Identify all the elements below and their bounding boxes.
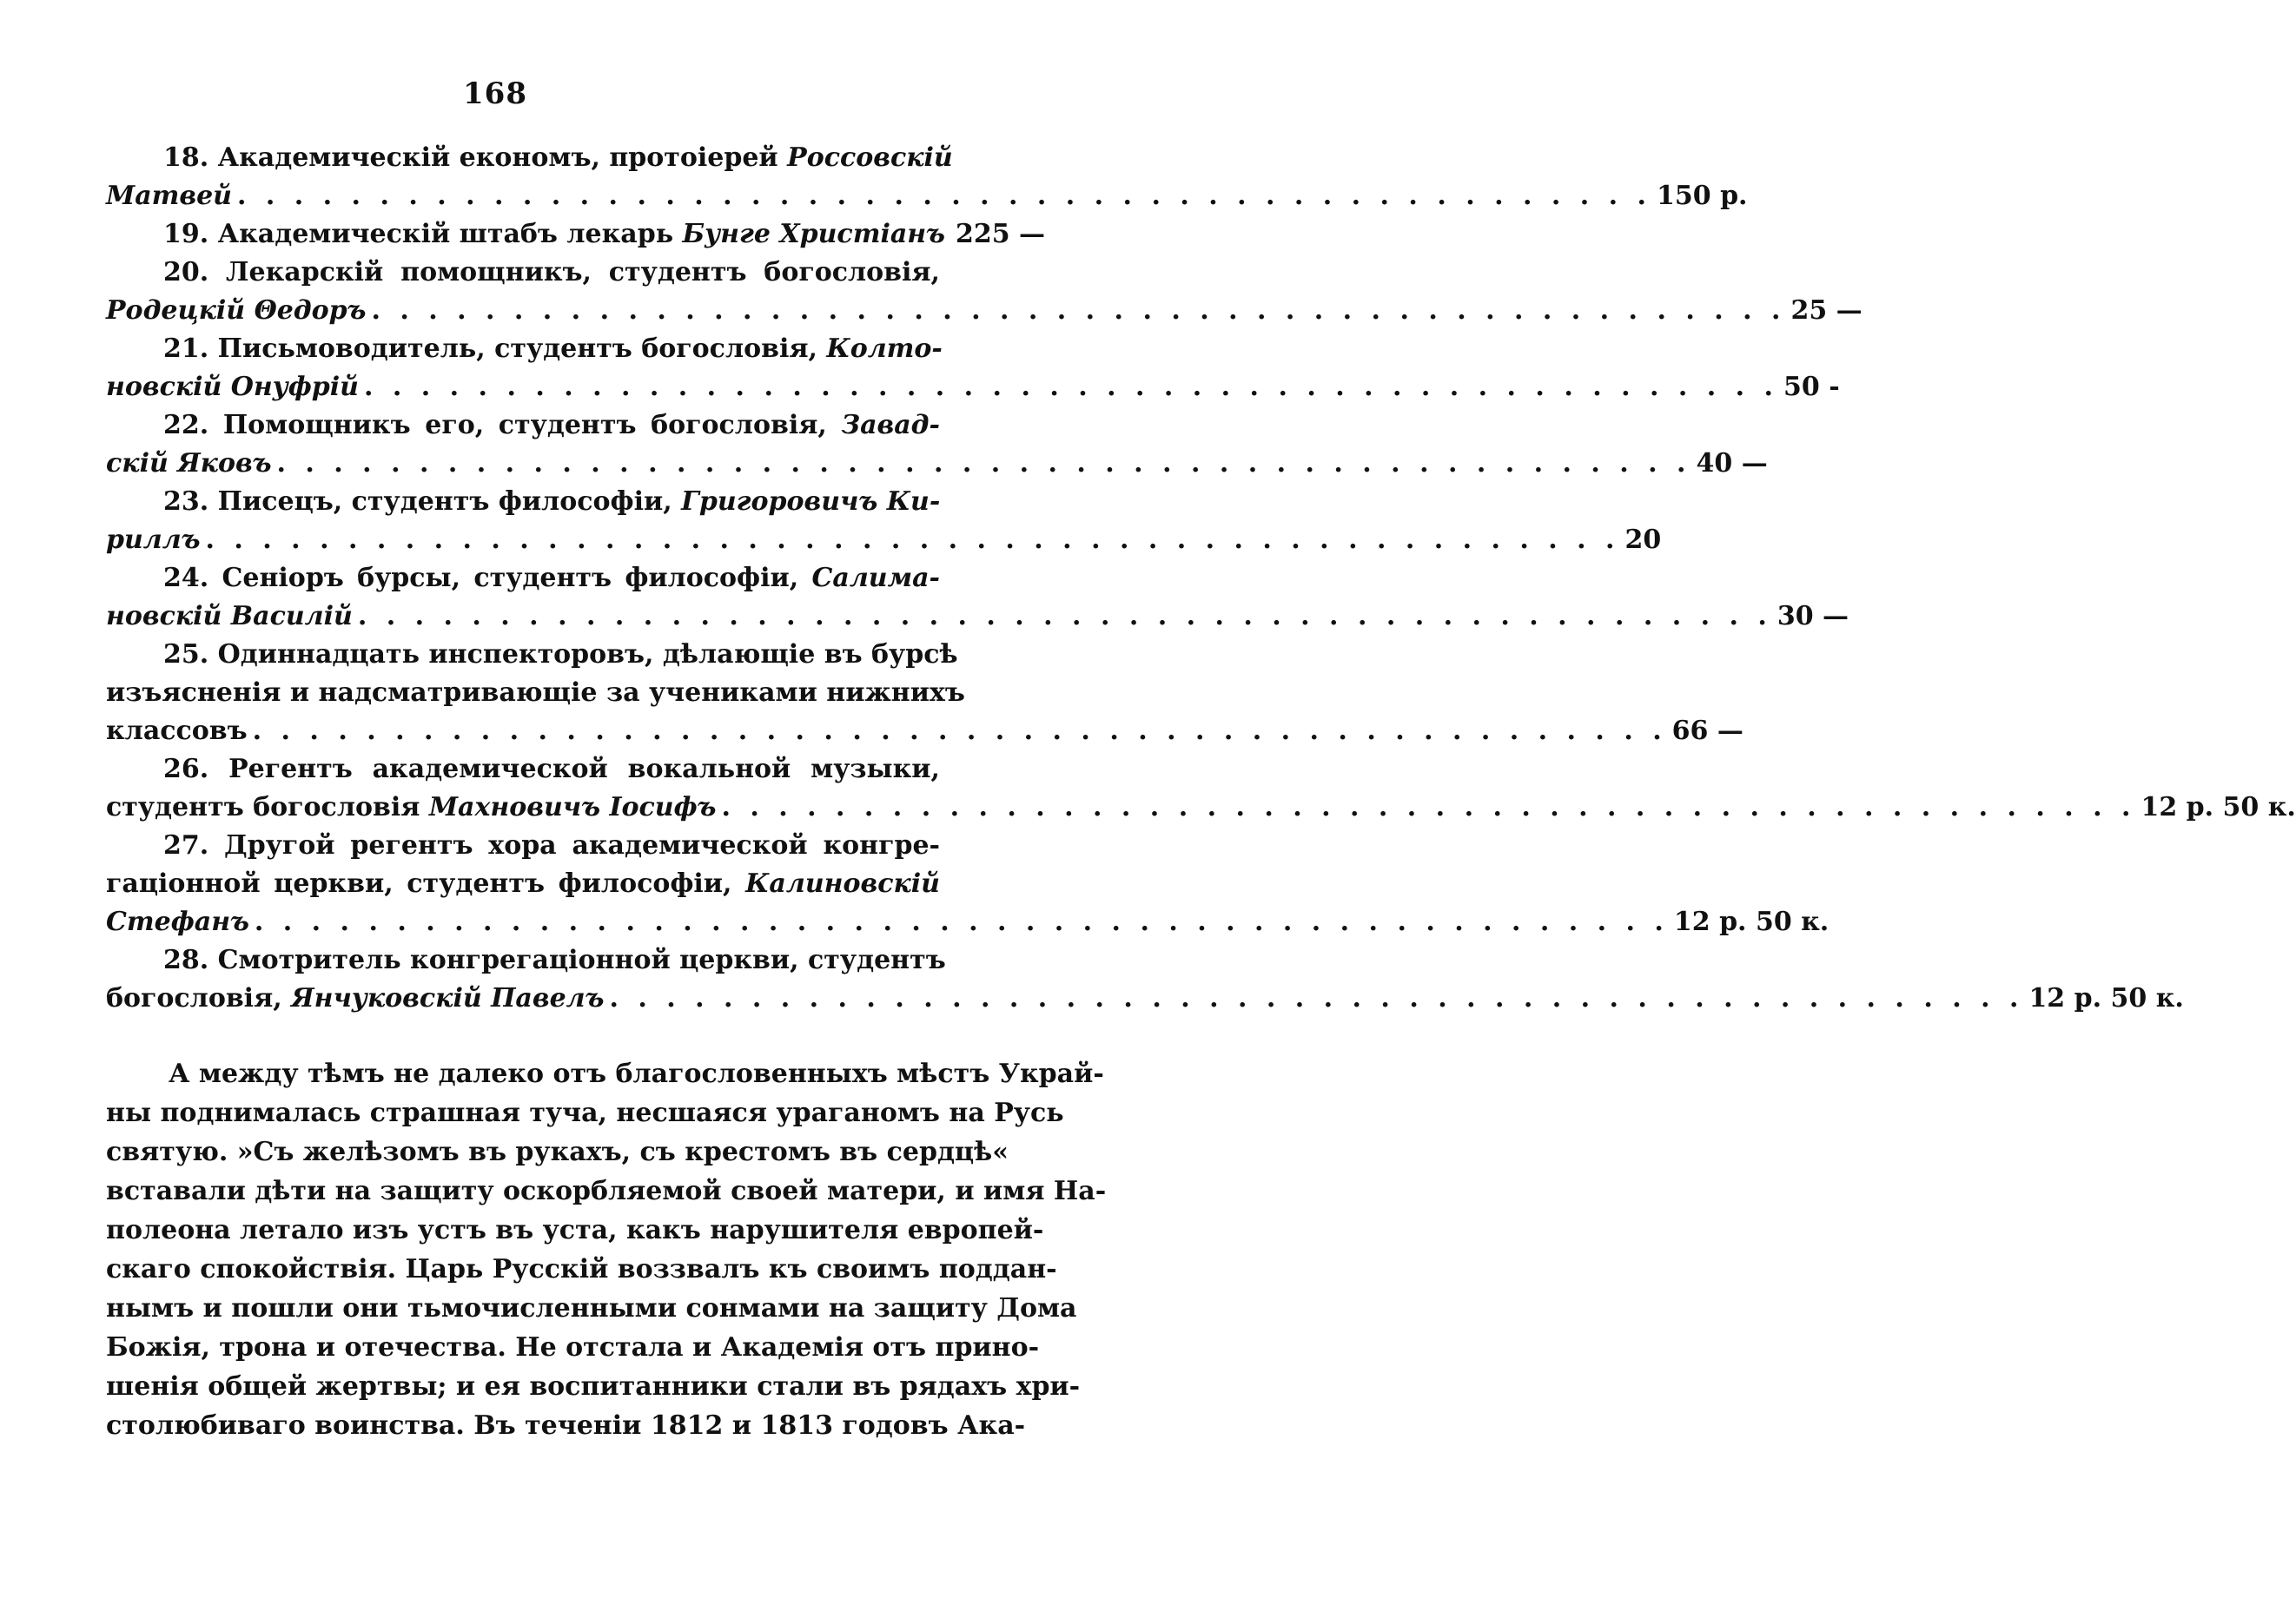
- entry-number: 23.: [163, 486, 209, 517]
- entry-line: [106, 483, 940, 521]
- entry-text: классовъ: [106, 716, 248, 746]
- entry-item: [106, 406, 1768, 483]
- entry-line: [106, 406, 940, 445]
- entry-text: Помощникъ его, студентъ богословія,: [222, 410, 842, 440]
- entry-number: 28.: [163, 945, 209, 975]
- paragraph-line: А между тѣмъ не далеко отъ благословенныхъ мѣстъ Украй-: [169, 1059, 1104, 1089]
- entry-line: [106, 789, 2296, 827]
- entry-text: гаціонной церкви, студентъ философіи,: [106, 868, 746, 899]
- entry-line: [106, 292, 1863, 330]
- dot-leader: [277, 445, 1691, 483]
- entry-line: [106, 865, 940, 903]
- entry-line: [106, 177, 1748, 215]
- dot-leader: [364, 368, 1778, 406]
- entry-text: Писецъ, студентъ философіи,: [217, 486, 682, 517]
- person-name: новскій Василій: [106, 601, 353, 631]
- salary-amount: 12 р. 50 к.: [2141, 792, 2296, 822]
- salary-amount: 66 —: [1671, 716, 1744, 746]
- entry-line: [106, 521, 1662, 559]
- dot-leader: [255, 903, 1669, 941]
- entry-line: [106, 254, 940, 292]
- entry-text: Сеніоръ бурсы, студентъ философіи,: [222, 563, 812, 593]
- person-name: Махновичъ Іосифъ: [428, 792, 717, 822]
- entry-line-text: [106, 368, 359, 406]
- salary-amount: 25 —: [1790, 295, 1863, 326]
- entry-item: [106, 483, 1662, 559]
- entry-line: [106, 980, 2184, 1018]
- entry-line: [106, 712, 1744, 750]
- person-name: Стефанъ: [106, 907, 249, 937]
- entry-line: [106, 636, 958, 674]
- salary-amount: 40 —: [1696, 448, 1768, 479]
- entry-text: Регентъ академической вокальной музыки,: [228, 754, 940, 784]
- entry-line-text: [106, 445, 272, 483]
- entry-line-text: [106, 177, 232, 215]
- person-name: Калиновскій: [745, 868, 940, 899]
- dot-leader: [609, 980, 2023, 1018]
- entry-item: [106, 636, 1744, 750]
- entry-number: 19.: [163, 219, 209, 249]
- entry-text: Другой регентъ хора академической конгре-: [224, 830, 940, 861]
- entry-line: [106, 598, 1849, 636]
- entry-number: 18.: [163, 142, 209, 173]
- person-name: скій Яковъ: [106, 448, 272, 479]
- entry-line-text: [106, 521, 201, 559]
- person-name: новскій Онуфрій: [106, 372, 359, 402]
- entry-text: Одиннадцать инспекторовъ, дѣлающіе въ бурсѣ: [217, 639, 958, 670]
- entry-text: Академическій економъ, протоіерей: [217, 142, 788, 173]
- entry-line: [106, 750, 940, 789]
- entry-line-text: [106, 712, 248, 750]
- dot-leader: [237, 177, 1651, 215]
- salary-amount: 150 р.: [1657, 181, 1748, 211]
- paragraph-line: вставали дѣти на защиту оскорбляемой своей матери, и имя На-: [106, 1176, 1107, 1206]
- salary-amount: 12 р. 50 к.: [2028, 983, 2184, 1014]
- person-name: риллъ: [106, 525, 201, 555]
- entry-text: изъясненія и надсматривающіе за учениками нижнихъ: [106, 677, 965, 708]
- entry-text: Академическій штабъ лекарь: [217, 219, 683, 249]
- entry-text: богословія,: [106, 983, 292, 1014]
- entry-number: 20.: [163, 257, 209, 287]
- staff-salary-list: [106, 139, 2296, 1018]
- entry-line-text: [163, 215, 945, 254]
- person-name: Матвей: [106, 181, 232, 211]
- entry-line: [106, 215, 1046, 254]
- dot-leader: [721, 789, 2135, 827]
- entry-line-text: [106, 980, 604, 1018]
- entry-item: [106, 215, 1046, 254]
- salary-amount: 30 —: [1777, 601, 1849, 631]
- entry-line-text: [106, 903, 249, 941]
- entry-item: [106, 827, 1830, 941]
- person-name: Григоровичъ Ки-: [681, 486, 941, 517]
- entry-line: [106, 445, 1768, 483]
- paragraph-line: святую. »Съ желѣзомъ въ рукахъ, съ крестомъ въ сердцѣ«: [106, 1137, 1009, 1167]
- entry-item: [106, 254, 1863, 330]
- dot-leader: [253, 712, 1667, 750]
- person-name: Бунге Христіанъ: [682, 219, 945, 249]
- entry-line: [106, 941, 946, 980]
- entry-number: 22.: [163, 410, 209, 440]
- entry-number: 21.: [163, 333, 209, 364]
- body-paragraph: [106, 1054, 1107, 1445]
- person-name: Родецкій Θедоръ: [106, 295, 367, 326]
- entry-line: [106, 139, 953, 177]
- paragraph-line: Божія, трона и отечества. Не отстала и Академія отъ прино-: [106, 1332, 1040, 1363]
- entry-text: Письмоводитель, студентъ богословія,: [217, 333, 827, 364]
- entry-line: [106, 674, 965, 712]
- entry-item: [106, 750, 2296, 827]
- entry-line-text: [106, 789, 716, 827]
- entry-line-text: [106, 292, 366, 330]
- entry-number: 25.: [163, 639, 209, 670]
- entry-line: [106, 368, 1840, 406]
- entry-line-text: [106, 598, 353, 636]
- entry-number: 26.: [163, 754, 209, 784]
- entry-number: 27.: [163, 830, 209, 861]
- salary-amount: 12 р. 50 к.: [1673, 907, 1830, 937]
- entry-number: 24.: [163, 563, 209, 593]
- entry-line: [106, 559, 940, 598]
- entry-item: [106, 139, 1748, 215]
- paragraph-line: ны поднималась страшная туча, несшаяся ураганомъ на Русь: [106, 1098, 1064, 1128]
- entry-line: [106, 330, 943, 368]
- person-name: Россовскій: [787, 142, 953, 173]
- paragraph-line: полеона летало изъ устъ въ уста, какъ нарушителя европей-: [106, 1215, 1044, 1245]
- entry-item: [106, 559, 1849, 636]
- entry-text: Лекарскій помощникъ, студентъ богословія,: [226, 257, 940, 287]
- person-name: Янчуковскій Павелъ: [291, 983, 605, 1014]
- paragraph-line: шенія общей жертвы; и ея воспитанники стали въ рядахъ хри-: [106, 1371, 1081, 1402]
- entry-line: [106, 827, 940, 865]
- salary-amount: 225 —: [955, 219, 1046, 249]
- paragraph-line: скаго спокойствія. Царь Русскій воззвалъ къ своимъ поддан-: [106, 1254, 1057, 1284]
- person-name: Завад-: [841, 410, 940, 440]
- paragraph-line: нымъ и пошли они тьмочисленными сонмами на защиту Дома: [106, 1293, 1077, 1324]
- person-name: Салима-: [811, 563, 940, 593]
- page-number: 168: [463, 76, 527, 111]
- entry-text: Смотритель конгрегаціонной церкви, студентъ: [217, 945, 946, 975]
- salary-amount: 20: [1624, 525, 1662, 555]
- person-name: Колто-: [826, 333, 943, 364]
- entry-line: [106, 903, 1830, 941]
- dot-leader: [371, 292, 1785, 330]
- entry-item: [106, 330, 1840, 406]
- paragraph-line: столюбиваго воинства. Въ теченіи 1812 и 1813 годовъ Ака-: [106, 1410, 1026, 1441]
- salary-amount: 50 -: [1783, 372, 1840, 402]
- entry-text: студентъ богословія: [106, 792, 429, 822]
- dot-leader: [206, 521, 1620, 559]
- entry-item: [106, 941, 2184, 1018]
- dot-leader: [358, 598, 1772, 636]
